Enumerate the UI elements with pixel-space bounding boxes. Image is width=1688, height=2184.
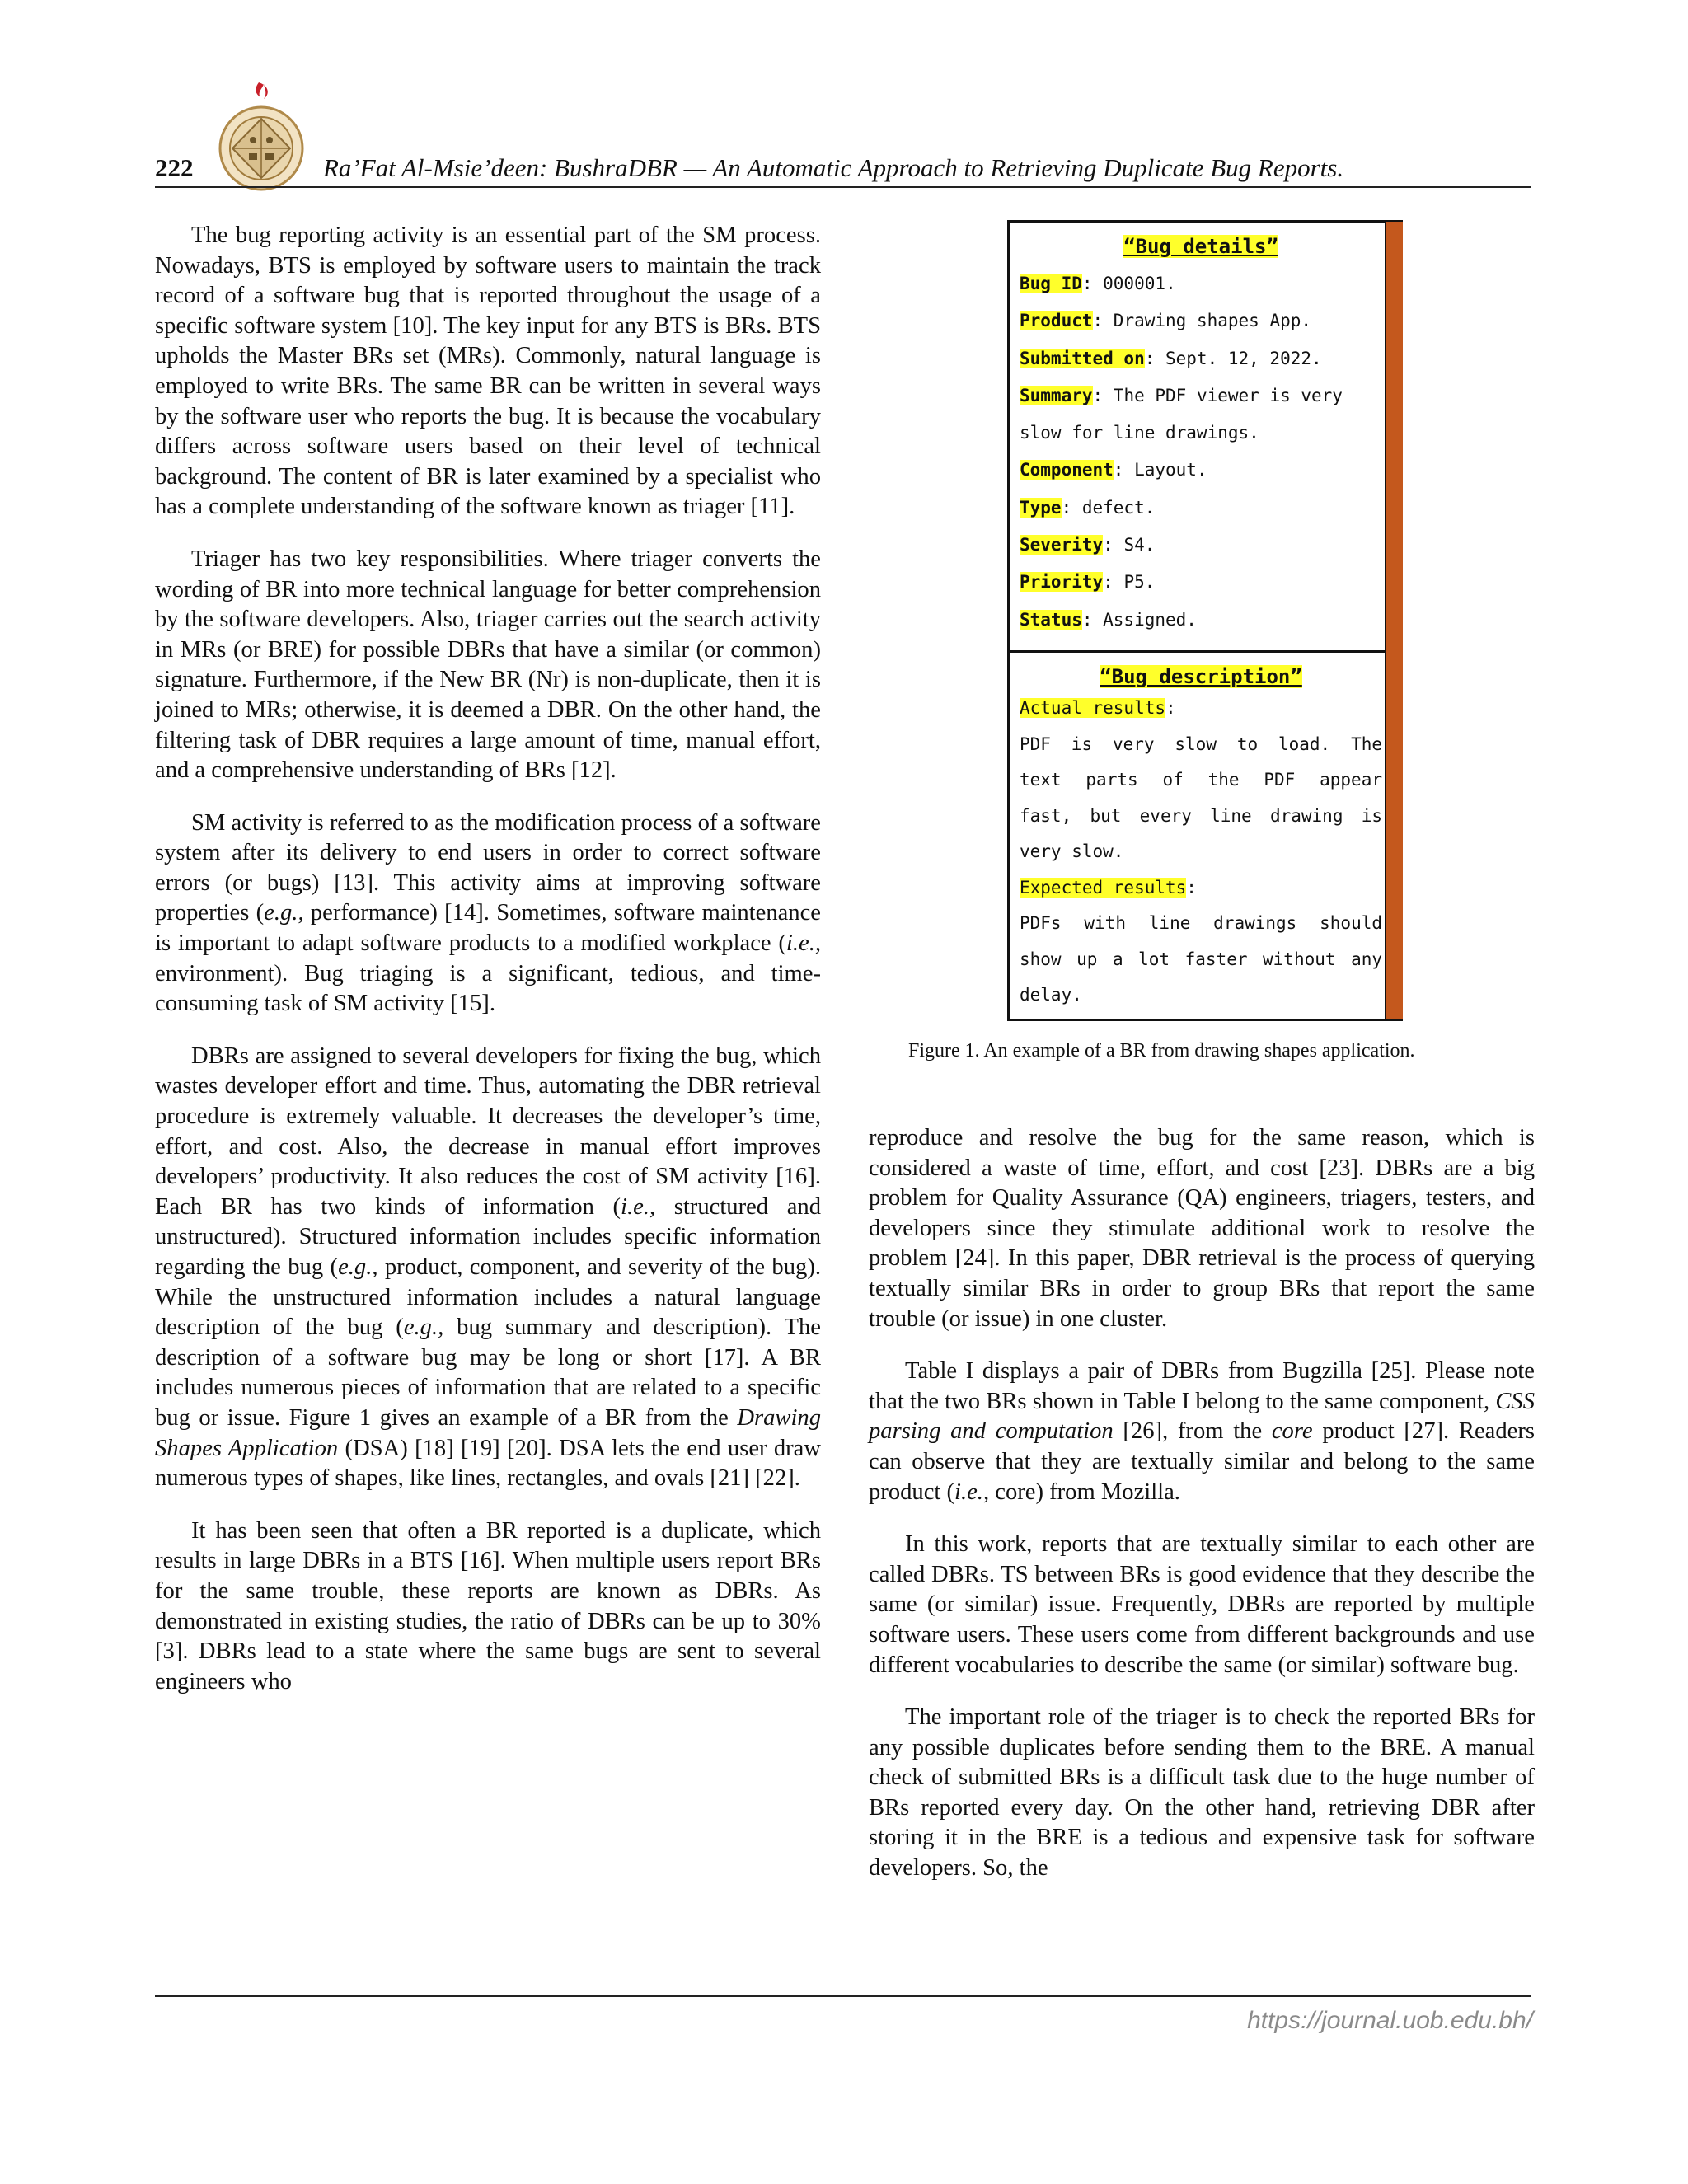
bug-description-heading: “Bug description” — [1100, 665, 1302, 688]
page-number: 222 — [155, 153, 194, 182]
bug-field — [1020, 527, 1382, 564]
bug-field-key: Bug ID — [1020, 274, 1082, 293]
figure-divider — [1010, 650, 1386, 653]
paragraph: The important role of the triager is to check the reported BRs for any possible duplicates before sending them to the BRE. A manual check of submitted BRs is a difficult task due to the huge number of BRs reported every day. On the other hand, retrieving DBR after storing it in the BRE is a tedious and expensive task for software developers. So, the — [869, 1704, 1535, 1882]
description-line: PDFs with line drawings should — [1020, 913, 1382, 933]
bug-field-key: Priority — [1020, 572, 1104, 593]
description-line: very slow. — [1020, 841, 1124, 861]
bug-field — [1020, 340, 1382, 377]
description-line: PDF is very slow to load. The — [1020, 733, 1382, 754]
bug-field-key: Product — [1020, 311, 1093, 331]
paragraph: DBRs are assigned to several developers for fixing the bug, which wastes developer effort and time. Thus, automating the DBR retrieval procedure is extremely valuable. It decreases the developer’s time, effort, and cost. Also, the decrease in manual effort improves developers’ productivity. It also reduces the cost of SM activity [16]. Each BR has two kinds of information (i.e., structured and unstructured). Structured information includes specific information regarding the bug (e.g., product, component, and severity of the bug). While the unstructured information includes a natural language description of the bug (e.g., bug summary and description). The description of a software bug may be long or short [17]. A BR includes numerous pieces of information that are related to a specific bug or issue. Figure 1 gives an example of a BR from the Drawing Shapes Application (DSA) [18] [19] [20]. DSA lets the end user draw numerous types of shapes, like lines, rectangles, and ovals [21] [22]. — [155, 1043, 822, 1492]
footer-rule — [155, 1995, 1531, 1997]
paragraph: Table I displays a pair of DBRs from Bugzilla [25]. Please note that the two BRs shown in Table I belong to the same component, CSS parsing and computation [26], from the core product [27]. Readers can observe that they are textually similar and belong to the same product (i.e., core) from Mozilla. — [869, 1358, 1535, 1505]
bug-field-value: : Layout. — [1113, 460, 1207, 480]
bug-field — [1020, 490, 1382, 527]
bug-description-section — [1020, 663, 1382, 1014]
bug-field-key: Summary — [1020, 385, 1093, 405]
bug-field-key: Component — [1020, 460, 1114, 480]
bug-field — [1020, 564, 1382, 601]
bug-field-value: : The PDF viewer is very — [1092, 385, 1343, 405]
right-column — [869, 1123, 1535, 1906]
bug-field-key: Type — [1020, 497, 1062, 518]
bug-field-key: Severity — [1020, 535, 1104, 555]
actual-results-label: Actual results: — [1020, 698, 1176, 718]
paragraph: It has been seen that often a BR reported is a duplicate, which results in large DBRs in a BTS [16]. When multiple users report BRs for the same trouble, these reports are known as DBRs. As demonstrated in existing studies, the ratio of DBRs can be up to 30% [3]. DBRs lead to a state where the same bugs are sent to several engineers who — [155, 1517, 821, 1694]
bug-field-key: Status — [1020, 609, 1082, 630]
description-line: delay. — [1020, 985, 1082, 1005]
description-line: fast, but every line drawing is — [1020, 805, 1382, 826]
paragraph: The bug reporting activity is an essential part of the SM process. Nowadays, BTS is employed by software users to maintain the track record of a software bug that is reported throughout the usage of a specific software system [10]. The key input for any BTS is BRs. BTS upholds the Master BRs set (MRs). Commonly, natural language is employed to write BRs. The same BR can be written in several ways by the software user who reports the bug. It is because the vocabulary differs across software users based on their level of technical background. The content of BR is later examined by a specialist who has a complete understanding of the software known as triager [11]. — [155, 223, 821, 520]
actual-results-text — [1020, 727, 1382, 870]
bug-field-value: : 000001. — [1081, 274, 1176, 293]
paragraph: reproduce and resolve the bug for the same reason, which is considered a waste of time, effort, and cost [23]. DBRs are a big problem for Quality Assurance (QA) engineers, triagers, testers, and developers since they stimulate additional work to resolve the problem [24]. In this paper, DBR retrieval is the process of querying textually similar BRs in order to group BRs that report the same trouble (or issue) in one cluster. — [869, 1125, 1535, 1332]
figure-accent-bar — [1385, 222, 1403, 1019]
paragraph: Triager has two key responsibilities. Where triager converts the wording of BR into more technical language for better comprehension by the software developers. Also, triager carries out the search activity in MRs (or BRE) for possible DBRs that have a similar (or common) signature. Furthermore, if the New BR (Nr) is non-duplicate, then it is joined to MRs; otherwise, it is deemed a DBR. On the other hand, the filtering task of DBR requires a large amount of time, manual effort, and a comprehensive understanding of BRs [12]. — [155, 546, 821, 784]
bug-field-value: : Drawing shapes App. — [1092, 311, 1312, 331]
bug-field-value: : P5. — [1103, 572, 1156, 593]
bug-details-section — [1020, 232, 1382, 639]
bug-report-figure — [1007, 220, 1403, 1021]
bug-field-value: : Sept. 12, 2022. — [1144, 348, 1322, 368]
bug-field — [1020, 452, 1382, 489]
running-head: Ra’Fat Al-Msie’deen: BushraDBR — An Automatic Approach to Retrieving Duplicate Bug Reports. — [323, 153, 1344, 182]
bug-field — [1020, 602, 1382, 639]
journal-url[interactable]: https://journal.uob.edu.bh/ — [1247, 2007, 1533, 2034]
bug-field — [1020, 415, 1382, 452]
description-line: show up a lot faster without any — [1020, 949, 1382, 969]
expected-results-label: Expected results: — [1020, 877, 1197, 898]
bug-field — [1020, 377, 1382, 415]
bug-field-value: slow for line drawings. — [1020, 423, 1259, 443]
bug-field — [1020, 265, 1382, 302]
university-seal-logo — [216, 76, 307, 195]
bug-field-value: : S4. — [1103, 535, 1156, 555]
bug-field-value: : defect. — [1061, 497, 1156, 518]
paragraph: SM activity is referred to as the modification process of a software system after its delivery to end users in order to correct software errors (or bugs) [13]. This activity aims at improving software properties (e.g., performance) [14]. Sometimes, software maintenance is important to adapt software products to a modified workplace (i.e., environment). Bug triaging is a significant, tedious, and time-consuming task of SM activity [15]. — [155, 809, 821, 1017]
bug-field — [1020, 302, 1382, 340]
header-rule — [155, 186, 1531, 188]
bug-field-key: Submitted on — [1020, 348, 1145, 368]
expected-results-text — [1020, 906, 1382, 1014]
description-line: text parts of the PDF appear — [1020, 770, 1382, 790]
bug-field-value: : Assigned. — [1081, 609, 1197, 630]
left-column — [155, 221, 821, 1719]
bug-details-heading: “Bug details” — [1123, 235, 1278, 258]
paragraph: In this work, reports that are textually similar to each other are called DBRs. TS between BRs is good evidence that they describe the same (or similar) issue. Frequently, DBRs are reported by multiple software users. These users come from different backgrounds and use different vocabularies to describe the same (or similar) software bug. — [869, 1531, 1535, 1678]
bug-fields — [1020, 265, 1382, 639]
figure-caption: Figure 1. An example of a BR from drawing shapes application. — [908, 1040, 1415, 1062]
